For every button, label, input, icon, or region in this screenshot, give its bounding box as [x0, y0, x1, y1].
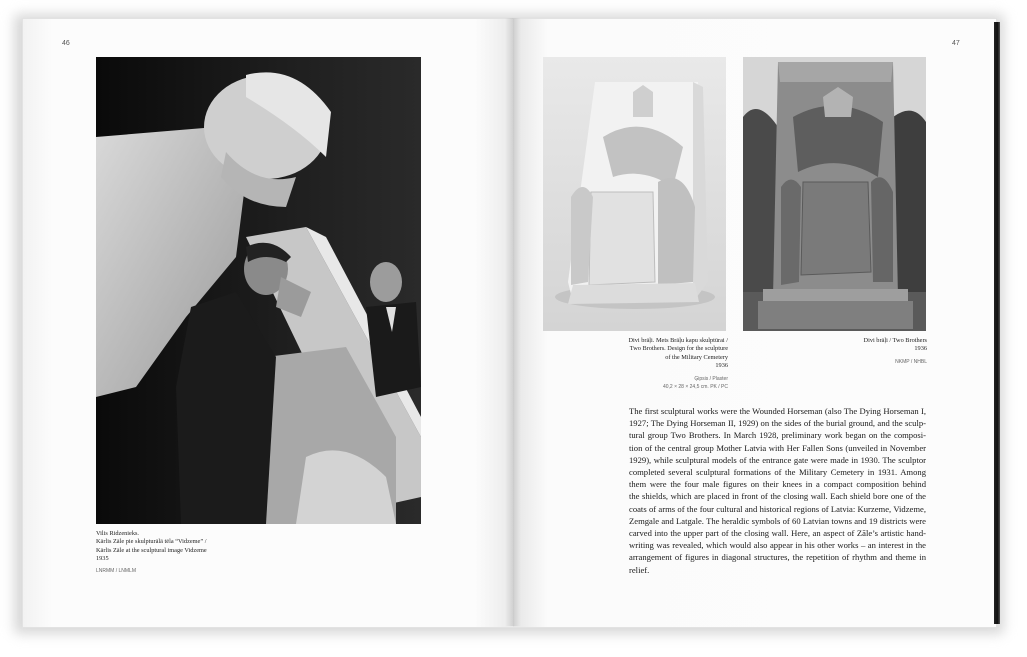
- body-text-line: tural group Two Brothers. In March 1928, preliminary work began on the composi-: [629, 430, 926, 441]
- caption-line: 1935: [96, 555, 109, 563]
- body-text-line: The first sculptural works were the Wounded Horseman (also The Dying Horseman I,: [629, 406, 926, 416]
- body-text-line: carved into the upper part of the closing wall. Here, an aspect of Zāle’s artistic hand-: [629, 528, 926, 539]
- caption-line: Divi brāļi. Mets Brāļu kapu skulptūrai /: [628, 337, 728, 344]
- photo-two-brothers-model: [543, 57, 726, 331]
- caption-line: 1936: [914, 345, 927, 353]
- center-photo-caption: [560, 337, 728, 391]
- body-text-line: the shields, which are placed in front of the closing wall. Each shield bore one of the: [629, 491, 926, 502]
- photo-zale-vidzeme-image: [96, 57, 421, 524]
- body-text-line: tion of the central group Mother Latvia with Her Fallen Sons (unveiled in November: [629, 442, 926, 453]
- caption-line: Two Brothers. Design for the sculpture: [629, 345, 728, 353]
- body-text-line: relief.: [629, 564, 650, 575]
- caption-line: Kārlis Zāle pie skulpturālā tēla “Vidzeme” /: [96, 538, 207, 546]
- body-text-line: writing was revealed, which would also appear in his other works – an interest in the: [629, 540, 926, 551]
- body-text-line: coats of arms of the four cultural and historical regions of Latvia: Kurzeme, Vidzeme,: [629, 503, 926, 514]
- book-spine: [505, 18, 521, 626]
- right-photo-caption: [800, 337, 927, 366]
- caption-line: Vilis Ridzenieks.: [96, 530, 139, 537]
- caption-line: Divi brāļi / Two Brothers: [863, 337, 927, 344]
- photo-two-brothers-monument-image: [743, 57, 926, 331]
- body-text-line: completed several sculptural formations of the Military Cemetery in 1931. Among: [629, 467, 926, 478]
- book-edge: [994, 22, 1000, 624]
- body-text-line: 1927; The Dying Horseman II, 1929) on the sides of the burial ground, and the sculp-: [629, 418, 926, 429]
- left-photo-caption: [96, 530, 207, 575]
- left-page-number: 46: [62, 40, 70, 47]
- photo-credit: LNRMM / LNMLM: [96, 567, 137, 574]
- photo-zale-vidzeme: [96, 57, 421, 524]
- caption-line: 1936: [715, 362, 728, 370]
- body-text-line: them were the four male figures on their knees in a compact composition behind: [629, 479, 926, 490]
- photo-credit-dimensions: 40,2 × 28 × 24,5 cm. PK / PC: [662, 384, 728, 391]
- caption-line: Kārlis Zāle at the sculptural image Vidzeme: [96, 546, 207, 554]
- body-text-line: arrangement of figures in diagonal structures, the repetition of rhythm and theme in: [629, 552, 926, 563]
- body-text-line: 1929), while sculptural models of the entrance gate were made in 1930. The sculptor: [629, 454, 926, 465]
- right-page-number: 47: [952, 40, 960, 47]
- photo-two-brothers-monument: [743, 57, 926, 331]
- caption-line: of the Military Cemetery: [665, 353, 728, 361]
- body-text-line: Zemgale and Latgale. The heraldic symbols of 60 Latvian towns and 19 districts were: [629, 515, 926, 526]
- photo-two-brothers-model-image: [543, 57, 726, 331]
- photo-credit-material: Ģipsis / Plaster: [694, 375, 728, 382]
- body-text: [629, 405, 926, 576]
- photo-credit: NKMP / NHBL: [895, 358, 927, 365]
